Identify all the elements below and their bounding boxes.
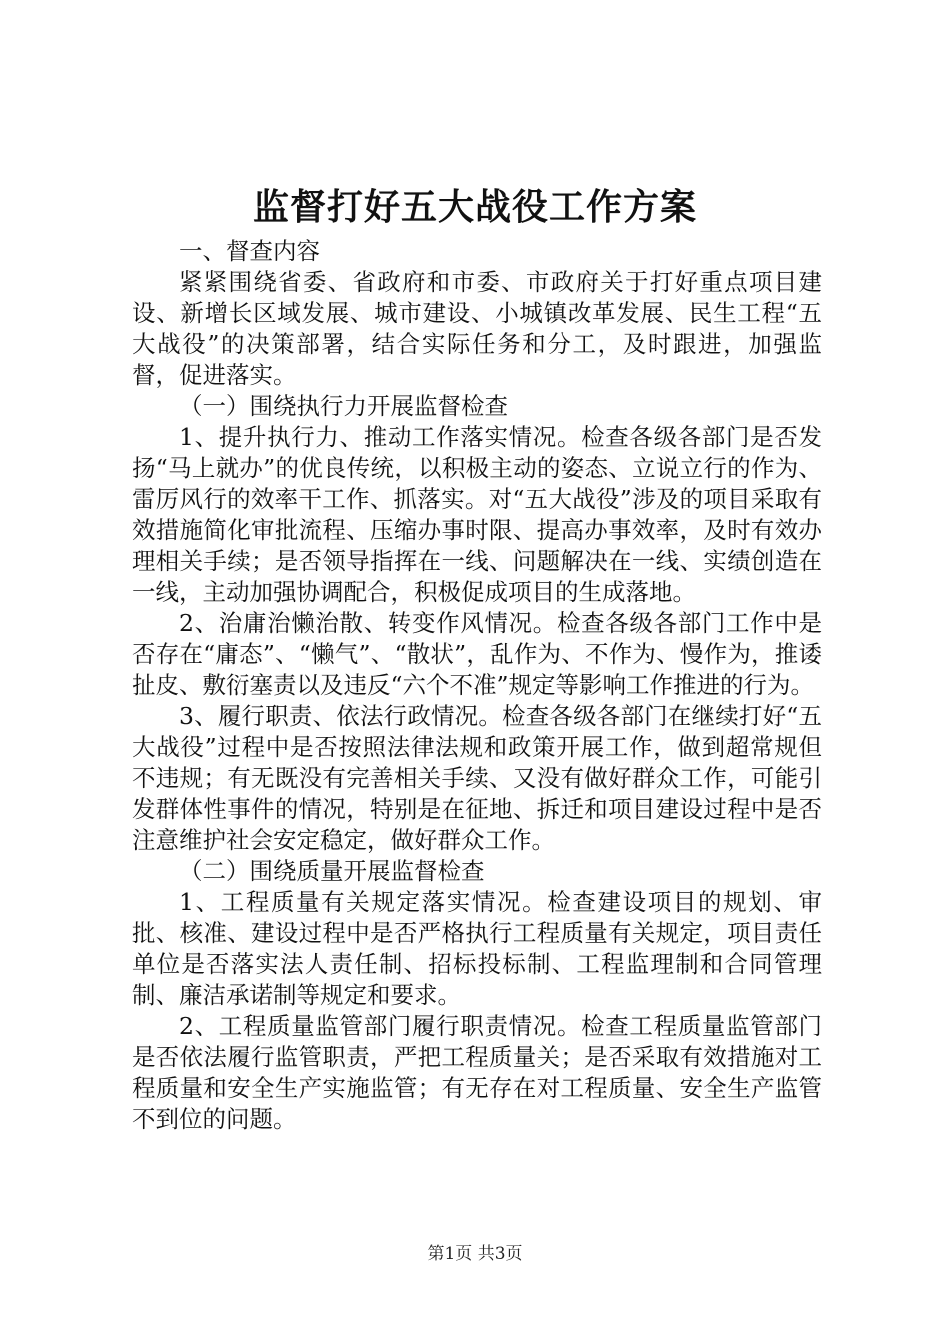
paragraph: 1、工程质量有关规定落实情况。检查建设项目的规划、审批、核准、建设过程中是否严格执行工程质量有关规定，项目责任单位是否落实法人责任制、招标投标制、工程监理制和合同管理制、廉洁承诺制等规定和要求。 bbox=[132, 888, 822, 1009]
document-title: 监督打好五大战役工作方案 bbox=[252, 186, 697, 228]
section-heading: 一、督查内容 bbox=[179, 237, 320, 265]
paragraph: 3、履行职责、依法行政情况。检查各级各部门在继续打好“五大战役”过程中是否按照法律法规和政策开展工作，做到超常规但不违规；有无既没有完善相关手续、又没有做好群众工作，可能引发群体性事件的情况，特别是在征地、拆迁和项目建设过程中是否注意维护社会安定稳定，做好群众工作。 bbox=[132, 702, 822, 854]
page-footer: 第1页 共3页 bbox=[427, 1244, 523, 1264]
paragraph: 1、提升执行力、推动工作落实情况。检查各级各部门是否发扬“马上就办”的优良传统，以积极主动的姿态、立说立行的作为、雷厉风行的效率干工作、抓落实。对“五大战役”涉及的项目采取有效措施简化审批流程、压缩办事时限、提高办事效率，及时有效办理相关手续；是否领导指挥在一线、问题解决在一线、实绩创造在一线，主动加强协调配合，积极促成项目的生成落地。 bbox=[132, 423, 822, 606]
paragraph: 紧紧围绕省委、省政府和市委、市政府关于打好重点项目建设、新增长区域发展、城市建设、小城镇改革发展、民生工程“五大战役”的决策部署，结合实际任务和分工，及时跟进，加强监督，促进落实。 bbox=[132, 268, 822, 389]
subsection-heading: （二）围绕质量开展监督检查 bbox=[179, 857, 485, 885]
paragraph: 2、治庸治懒治散、转变作风情况。检查各级各部门工作中是否存在“庸态”、“懒气”、“散状”，乱作为、不作为、慢作为，推诿扯皮、敷衍塞责以及违反“六个不准”规定等影响工作推进的行为。 bbox=[132, 609, 822, 699]
paragraph: 2、工程质量监管部门履行职责情况。检查工程质量监管部门是否依法履行监管职责，严把工程质量关；是否采取有效措施对工程质量和安全生产实施监管；有无存在对工程质量、安全生产监管不到位的问题。 bbox=[132, 1012, 822, 1133]
document-body bbox=[132, 236, 822, 1135]
subsection-heading: （一）围绕执行力开展监督检查 bbox=[179, 392, 508, 420]
